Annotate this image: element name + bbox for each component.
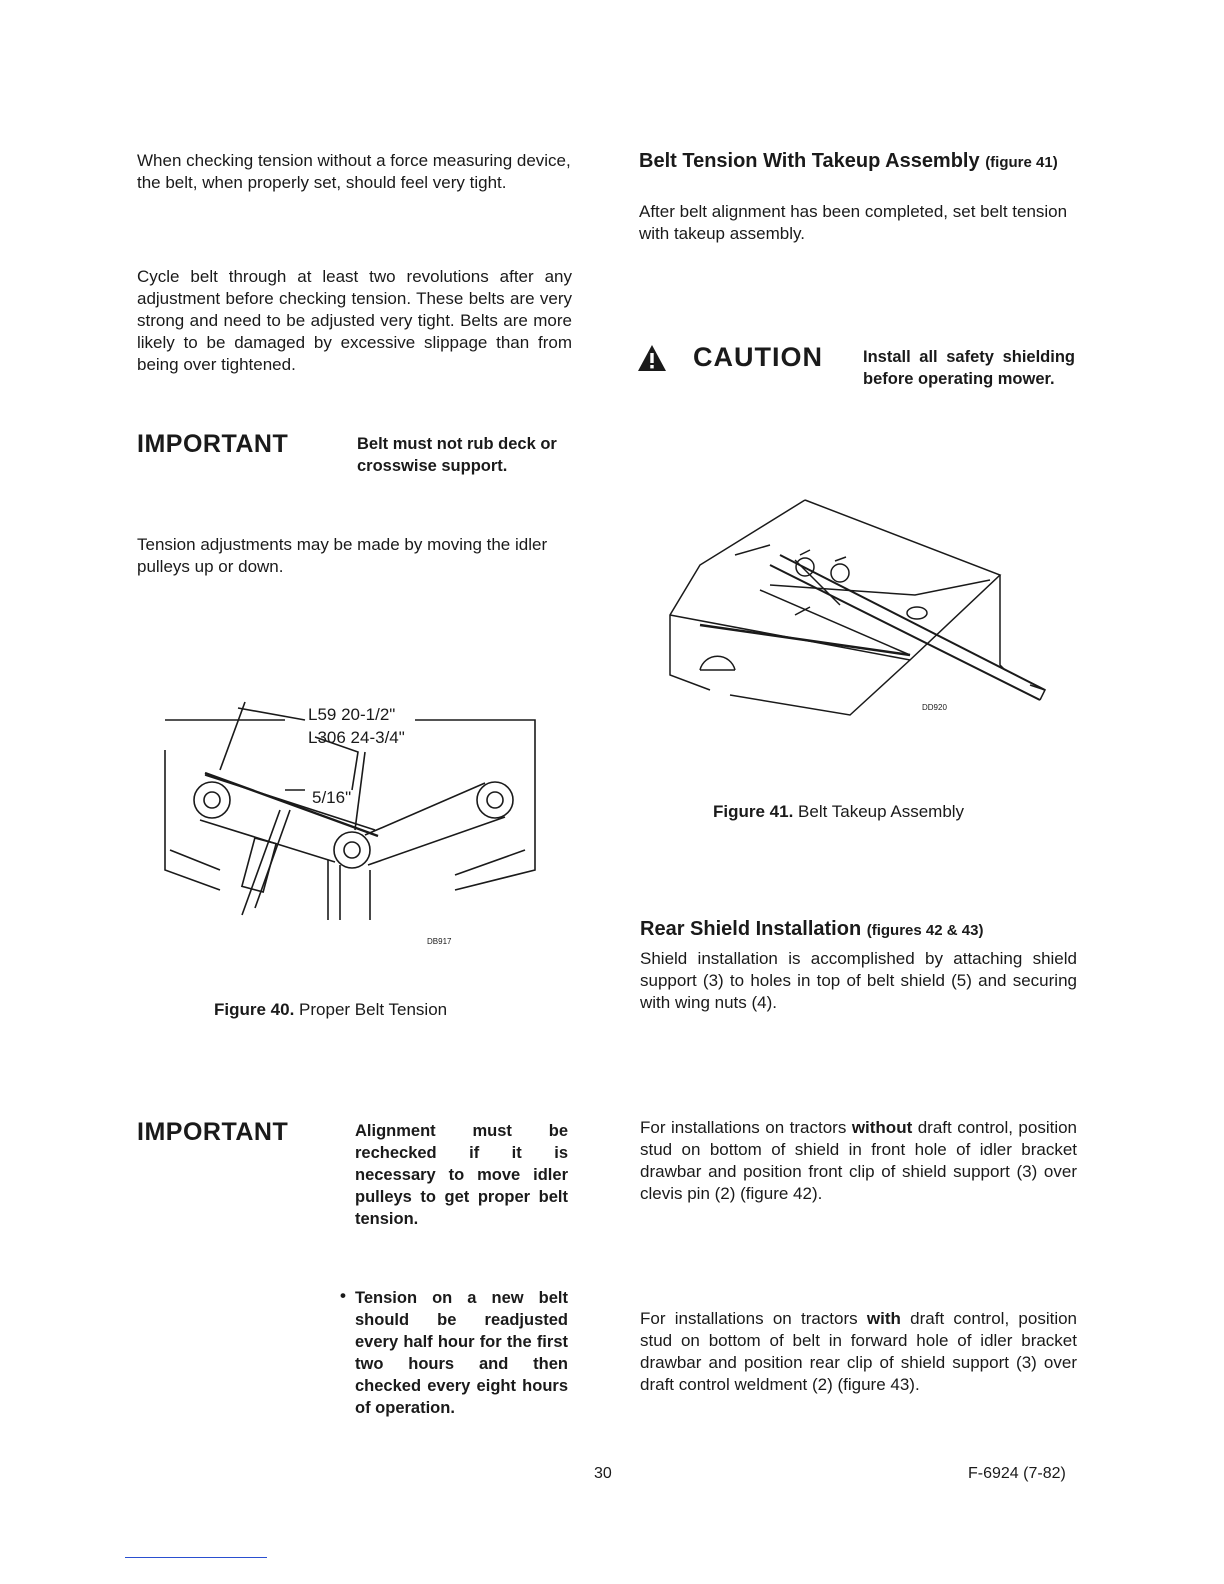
heading-belt-tension-main: Belt Tension With Takeup Assembly <box>639 150 980 172</box>
important-title-2: IMPORTANT <box>137 1118 289 1146</box>
document-code: F-6924 (7-82) <box>968 1465 1066 1482</box>
left-paragraph-2: Cycle belt through at least two revolutions after any adjustment before checking tension. These belts are very strong and need to be adjusted very tight. Belts are more likely to be damaged by excessive slippage than from being over tightened. <box>137 267 572 374</box>
right-paragraph-4-c: draft control, position stud on bottom of belt in forward hole of idler bracket drawbar and position rear clip of shield support (3) over draft control weldment (2) (figure 43). <box>640 1309 1078 1394</box>
important-text-1: Belt must not rub deck or crosswise support. <box>357 435 557 475</box>
right-paragraph-3-emphasis: without <box>851 1118 913 1137</box>
figure-41-caption-number: Figure 41. <box>713 802 794 821</box>
right-paragraph-1: After belt alignment has been completed, set belt tension with takeup assembly. <box>639 202 1068 243</box>
footer-rule <box>125 1557 267 1558</box>
right-paragraph-4-emphasis: with <box>866 1309 901 1328</box>
right-paragraph-3-a: For installations on tractors <box>640 1118 852 1137</box>
page-number: 30 <box>594 1465 612 1482</box>
bullet-icon: • <box>340 1286 346 1305</box>
figure-41-caption <box>713 802 964 822</box>
figure-41-caption-text: Belt Takeup Assembly <box>798 802 965 821</box>
heading-rear-shield-ref: (figures 42 & 43) <box>866 922 984 939</box>
heading-belt-tension-ref: (figure 41) <box>985 154 1058 171</box>
heading-rear-shield-main: Rear Shield Installation <box>640 918 862 940</box>
bullet-text: Tension on a new belt should be readjusted every half hour for the first two hours and then checked every eight hours of operation. <box>355 1289 568 1417</box>
right-paragraph-3-c: draft control, position stud on bottom of shield in front hole of idler bracket drawbar and position front clip of shield support (3) over clevis pin (2) (figure 42). <box>640 1118 1078 1203</box>
heading-rear-shield <box>640 916 1080 944</box>
figure-41-code: DD920 <box>922 703 947 712</box>
right-paragraph-2: Shield installation is accomplished by attaching shield support (3) to holes in top of belt shield (5) and securing with wing nuts (4). <box>640 949 1077 1012</box>
figure-40-code: DB917 <box>427 937 452 946</box>
right-paragraph-3 <box>640 1117 1077 1205</box>
figure-40-diagram <box>160 690 550 955</box>
caution-title: CAUTION <box>693 342 823 372</box>
figure-40-caption-number: Figure 40. <box>214 1000 295 1019</box>
figure-40-label-l306: L306 24-3/4" <box>308 728 405 747</box>
right-paragraph-4 <box>640 1308 1077 1396</box>
caution-text: Install all safety shielding before operating mower. <box>863 348 1075 388</box>
figure-41-diagram <box>660 495 1050 725</box>
important-title-1: IMPORTANT <box>137 430 289 458</box>
heading-belt-tension <box>639 148 1079 176</box>
figure-40-caption-text: Proper Belt Tension <box>299 1000 448 1019</box>
left-paragraph-1: When checking tension without a force measuring device, the belt, when properly set, should feel very tight. <box>137 151 571 192</box>
figure-40-label-gap: 5/16" <box>312 788 352 807</box>
figure-40-caption <box>214 1000 447 1020</box>
figure-40-label-l59: L59 20-1/2" <box>308 705 396 724</box>
warning-triangle-icon <box>637 344 667 372</box>
right-paragraph-4-a: For installations on tractors <box>640 1309 867 1328</box>
left-paragraph-3: Tension adjustments may be made by moving the idler pulleys up or down. <box>137 535 548 576</box>
important-text-2: Alignment must be rechecked if it is necessary to move idler pulleys to get proper belt tension. <box>355 1122 568 1228</box>
